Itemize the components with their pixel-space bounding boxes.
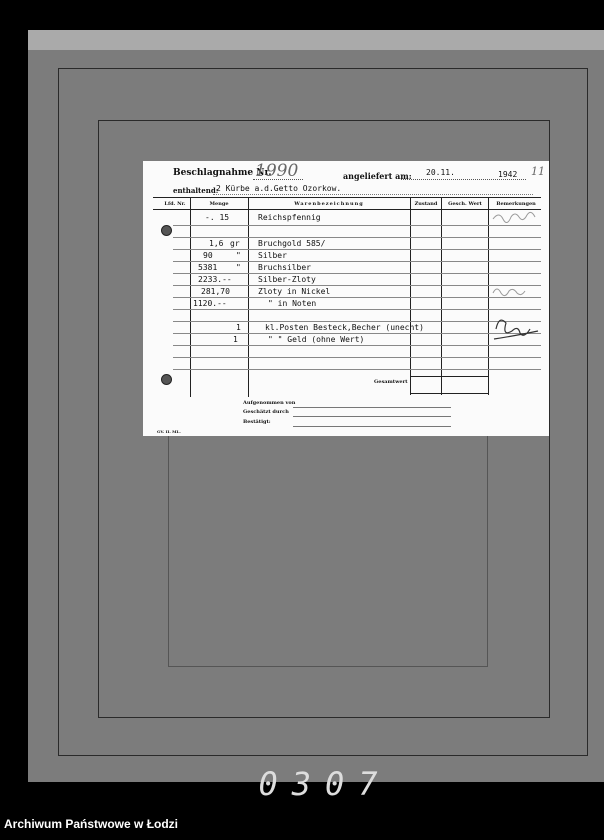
row-3-qty: 90 <box>203 251 213 260</box>
contents-label: enthaltend: <box>173 186 219 195</box>
row-1-desc: Reichspfennig <box>258 213 321 222</box>
row-4-qty: 5381 <box>198 263 218 272</box>
row-4-unit: " <box>236 263 241 272</box>
row-8-desc: kl.Posten Besteck,Becher (unecht) <box>265 323 424 332</box>
card-number: 1990 <box>255 161 299 181</box>
rule-line <box>173 369 541 370</box>
col-header-value: Gesch. Wert <box>448 201 482 207</box>
col-header-remarks: Bemerkungen <box>496 201 536 207</box>
rule-line <box>173 297 541 298</box>
inner-frame <box>168 435 488 667</box>
contents-text: 2 Kürbe a.d.Getto Ozorkow. <box>216 184 342 193</box>
row-3-desc: Silber <box>258 251 287 260</box>
col-header-quantity: Menge <box>209 201 229 207</box>
total-label: Gesamtwert <box>374 379 408 385</box>
row-1-qty: -. 15 <box>205 213 230 222</box>
archive-label: Archiwum Państwowe w Łodzi <box>4 817 179 831</box>
contents-line <box>213 194 533 195</box>
estimated-label: Geschätzt durch <box>243 409 289 415</box>
confirmed-line <box>293 426 451 427</box>
col-header-condition: Zustand <box>414 201 438 207</box>
row-8-qty: 1 <box>236 323 241 332</box>
year: 1942 <box>498 170 518 179</box>
rule-line <box>173 225 541 226</box>
row-2-desc: Bruchgold 585/ <box>258 239 326 248</box>
rule-line <box>173 321 541 322</box>
rule-line <box>173 273 541 274</box>
received-label: Aufgenommen von <box>243 400 296 406</box>
remarks-signatures <box>488 207 546 347</box>
number-line <box>253 179 303 180</box>
table-top-border <box>153 197 541 198</box>
col-header-description: Warenbezeichnung <box>294 201 364 207</box>
punch-hole-bottom <box>161 374 172 385</box>
total-top-border <box>411 376 489 377</box>
date: 20.11. <box>426 168 455 177</box>
row-6-qty: 281,70 <box>201 287 230 296</box>
estimated-line <box>293 416 451 417</box>
date-line <box>401 179 526 180</box>
col-divider-4 <box>441 197 442 395</box>
row-9-desc: " " Geld (ohne Wert) <box>268 335 365 344</box>
row-3-unit: " <box>236 251 241 260</box>
total-bottom-border <box>411 393 489 394</box>
rule-line <box>173 261 541 262</box>
form-code: GV. II. ML. <box>157 429 181 434</box>
row-2-unit: gr <box>230 239 240 248</box>
row-7-qty: 1120.-- <box>193 299 227 308</box>
frame-number: 0307 <box>258 765 392 803</box>
delivered-label: angeliefert am: <box>343 171 412 181</box>
confirmed-label: Bestätigt: <box>243 419 271 425</box>
rule-line <box>173 249 541 250</box>
title-label: Beschlagnahme Nr. <box>173 168 272 178</box>
rule-line <box>173 357 541 358</box>
confiscation-card <box>143 161 549 436</box>
rule-line <box>173 309 541 310</box>
col-divider-3 <box>410 197 411 395</box>
col-header-index: Lfd. Nr. <box>164 201 186 207</box>
rule-line <box>173 345 541 346</box>
row-5-qty: 2233.-- <box>198 275 232 284</box>
received-line <box>293 407 451 408</box>
corner-mark: 11 <box>531 165 545 178</box>
row-6-desc: Zloty in Nickel <box>258 287 331 296</box>
row-5-desc: Silber-Zloty <box>258 275 316 284</box>
row-7-desc: " in Noten <box>268 299 317 308</box>
row-9-qty: 1 <box>233 335 238 344</box>
row-4-desc: Bruchsilber <box>258 263 311 272</box>
table-header-border <box>153 209 541 210</box>
rule-line <box>173 333 541 334</box>
rule-line <box>173 237 541 238</box>
rule-line <box>173 285 541 286</box>
punch-hole-top <box>161 225 172 236</box>
row-2-qty: 1,6 <box>209 239 224 248</box>
